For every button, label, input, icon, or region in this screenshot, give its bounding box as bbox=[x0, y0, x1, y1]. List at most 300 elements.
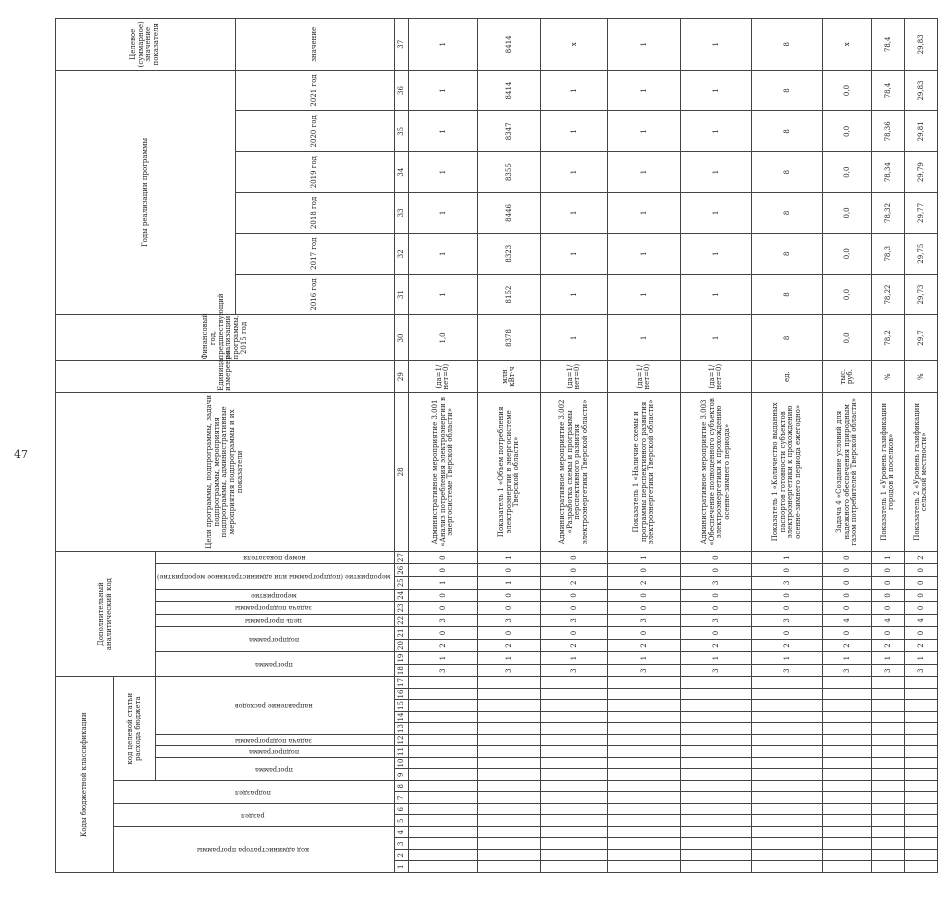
budget-code-cell bbox=[681, 712, 752, 724]
extra-code-cell: 3 bbox=[608, 614, 681, 627]
column-number: 5 bbox=[395, 815, 409, 827]
budget-code-cell bbox=[752, 861, 823, 873]
table-row bbox=[478, 19, 541, 873]
column-number: 1 bbox=[395, 861, 409, 873]
year-value-cell: 8 bbox=[752, 70, 823, 111]
prev-year-cell: 1 bbox=[541, 315, 608, 361]
column-number: 22 bbox=[395, 614, 409, 627]
budget-code-cell bbox=[823, 850, 872, 862]
prev-year-cell: 1 bbox=[681, 315, 752, 361]
budget-code-cell bbox=[905, 781, 938, 793]
budget-code-cell bbox=[823, 712, 872, 724]
extra-code-cell: 1 bbox=[872, 551, 905, 564]
unit-cell: млн кВт·ч bbox=[478, 361, 541, 392]
extra-code-cell: 4 bbox=[872, 614, 905, 627]
table-row bbox=[541, 19, 608, 873]
budget-code-cell bbox=[681, 838, 752, 850]
extra-code-cell: 0 bbox=[681, 551, 752, 564]
budget-code-cell bbox=[905, 769, 938, 781]
year-2018-header: 2018 год bbox=[235, 193, 395, 234]
year-value-cell: 8347 bbox=[478, 111, 541, 152]
column-number: 25 bbox=[395, 577, 409, 590]
budget-code-cell bbox=[681, 746, 752, 758]
budget-code-cell bbox=[872, 838, 905, 850]
budget-code-cell bbox=[872, 723, 905, 735]
budget-code-cell bbox=[872, 850, 905, 862]
budget-code-cell bbox=[478, 677, 541, 689]
budget-code-cell bbox=[478, 792, 541, 804]
budget-code-cell bbox=[752, 792, 823, 804]
rotated-table-container bbox=[55, 18, 929, 873]
goal-text-cell: Показатель 1 «Количество выданных паспортов готовности субъектов электроэнергетики к прохождению осенне-зимнего периода ежегодно» bbox=[752, 392, 823, 551]
budget-code-cell bbox=[752, 758, 823, 770]
extra-code-cell: 1 bbox=[752, 652, 823, 665]
extra-code-cell: 0 bbox=[541, 627, 608, 640]
final-value-cell: x bbox=[541, 19, 608, 71]
column-number: 27 bbox=[395, 551, 409, 564]
extra-code-cell: 0 bbox=[872, 589, 905, 602]
budget-code-cell bbox=[905, 792, 938, 804]
budget-code-cell bbox=[823, 723, 872, 735]
budget-code-cell bbox=[681, 861, 752, 873]
budget-code-cell bbox=[608, 792, 681, 804]
budget-code-cell bbox=[905, 723, 938, 735]
budget-code-cell bbox=[541, 827, 608, 839]
budget-code-cell bbox=[608, 746, 681, 758]
unit-cell: ед. bbox=[752, 361, 823, 392]
extra-code-cell: 0 bbox=[823, 602, 872, 615]
extra-code-cell: 1 bbox=[872, 652, 905, 665]
extra-code-cell: 1 bbox=[608, 551, 681, 564]
ext-task-sub-header: задача подпрограммы bbox=[156, 602, 395, 615]
extra-code-cell: 0 bbox=[409, 627, 478, 640]
budget-code-cell bbox=[608, 758, 681, 770]
extra-code-cell: 0 bbox=[872, 564, 905, 577]
year-value-cell: 1 bbox=[409, 111, 478, 152]
budget-code-cell bbox=[905, 677, 938, 689]
column-number: 35 bbox=[395, 111, 409, 152]
column-number: 2 bbox=[395, 850, 409, 862]
budget-code-cell bbox=[409, 769, 478, 781]
budget-code-cell bbox=[905, 838, 938, 850]
budget-code-cell bbox=[905, 758, 938, 770]
budget-code-cell bbox=[752, 746, 823, 758]
year-value-cell: 1 bbox=[681, 193, 752, 234]
extra-code-cell: 2 bbox=[409, 639, 478, 652]
extra-code-cell: 3 bbox=[541, 664, 608, 677]
unit-cell: (да=1/нет=0) bbox=[681, 361, 752, 392]
budget-code-cell bbox=[608, 850, 681, 862]
year-value-cell: 78,22 bbox=[872, 274, 905, 315]
budget-code-cell bbox=[752, 735, 823, 747]
extra-code-cell: 1 bbox=[541, 652, 608, 665]
budget-code-cell bbox=[681, 677, 752, 689]
prev-year-cell: 29,7 bbox=[905, 315, 938, 361]
extra-code-cell: 0 bbox=[541, 564, 608, 577]
extra-code-cell: 0 bbox=[478, 589, 541, 602]
table-row bbox=[608, 19, 681, 873]
budget-code-cell bbox=[823, 815, 872, 827]
final-value-cell: 1 bbox=[608, 19, 681, 71]
budget-code-cell bbox=[608, 861, 681, 873]
ext-measure-no-header: мероприятие (подпрограммы или административное мероприятие) bbox=[156, 564, 395, 589]
extra-code-cell: 2 bbox=[823, 639, 872, 652]
year-value-cell: 1 bbox=[681, 111, 752, 152]
budget-code-cell bbox=[409, 735, 478, 747]
budget-code-cell bbox=[872, 804, 905, 816]
extra-code-cell: 3 bbox=[608, 664, 681, 677]
budget-code-cell bbox=[608, 781, 681, 793]
budget-code-cell bbox=[541, 746, 608, 758]
budget-code-cell bbox=[872, 700, 905, 712]
budget-code-cell bbox=[823, 746, 872, 758]
year-value-cell: 1 bbox=[608, 274, 681, 315]
extra-code-cell: 0 bbox=[409, 602, 478, 615]
goal-text-cell: Показатель 2 «Уровень газификации сельской местности» bbox=[905, 392, 938, 551]
column-number: 11 bbox=[395, 746, 409, 758]
budget-code-cell bbox=[681, 689, 752, 701]
budget-code-cell bbox=[608, 804, 681, 816]
budget-code-cell bbox=[478, 850, 541, 862]
column-number: 14 bbox=[395, 712, 409, 724]
extra-code-cell: 0 bbox=[608, 602, 681, 615]
extra-code-cell: 0 bbox=[752, 627, 823, 640]
column-number: 6 bbox=[395, 804, 409, 816]
budget-code-cell bbox=[905, 827, 938, 839]
column-number: 17 bbox=[395, 677, 409, 689]
extra-code-cell: 2 bbox=[872, 639, 905, 652]
unit-cell: % bbox=[872, 361, 905, 392]
extra-code-cell: 0 bbox=[681, 627, 752, 640]
goal-text-cell: Показатель 1 «Наличие схемы и программы перспективного развития электроэнергетики Тверской области» bbox=[608, 392, 681, 551]
budget-codes-header: Коды бюджетной классификации bbox=[56, 677, 114, 873]
budget-code-cell bbox=[752, 700, 823, 712]
extra-code-cell: 0 bbox=[823, 577, 872, 590]
budget-code-cell bbox=[872, 769, 905, 781]
budget-code-cell bbox=[872, 861, 905, 873]
ext-podprogramma-header: подпрограмма bbox=[156, 627, 395, 652]
budget-code-cell bbox=[752, 781, 823, 793]
budget-code-cell bbox=[872, 746, 905, 758]
budget-code-cell bbox=[478, 746, 541, 758]
razdel-header: раздел bbox=[114, 804, 395, 827]
year-value-cell: 1 bbox=[608, 111, 681, 152]
extra-code-cell: 0 bbox=[872, 602, 905, 615]
budget-code-cell bbox=[752, 850, 823, 862]
year-value-cell: 29,73 bbox=[905, 274, 938, 315]
budget-code-cell bbox=[681, 758, 752, 770]
goal-text-cell: Показатель 1 «Объем потребления электроэнергии в энергосистеме Тверской области» bbox=[478, 392, 541, 551]
extra-code-cell: 0 bbox=[608, 627, 681, 640]
prev-year-cell: 78,2 bbox=[872, 315, 905, 361]
extra-code-cell: 3 bbox=[541, 614, 608, 627]
extra-code-cell: 0 bbox=[752, 602, 823, 615]
extra-code-cell: 0 bbox=[823, 564, 872, 577]
budget-code-cell bbox=[681, 781, 752, 793]
budget-code-cell bbox=[478, 804, 541, 816]
budget-program-table bbox=[55, 18, 938, 873]
extra-code-cell: 0 bbox=[872, 627, 905, 640]
budget-code-cell bbox=[681, 850, 752, 862]
column-number: 3 bbox=[395, 838, 409, 850]
ext-goal-header: цель программы bbox=[156, 614, 395, 627]
extra-code-cell: 4 bbox=[823, 614, 872, 627]
unit-cell: (да=1/нет=0) bbox=[409, 361, 478, 392]
year-value-cell: 1 bbox=[541, 193, 608, 234]
prev-year-cell: 8378 bbox=[478, 315, 541, 361]
extra-code-cell: 0 bbox=[905, 589, 938, 602]
budget-code-cell bbox=[409, 792, 478, 804]
final-value-cell: 1 bbox=[681, 19, 752, 71]
goal-text-cell: Административное мероприятие 3.001 «Анализ потребления электроэнергии в энергосистеме Тверской области» bbox=[409, 392, 478, 551]
column-number: 10 bbox=[395, 758, 409, 770]
budget-code-cell bbox=[681, 769, 752, 781]
extra-code-cell: 2 bbox=[608, 577, 681, 590]
budget-code-cell bbox=[478, 827, 541, 839]
year-value-cell: 8152 bbox=[478, 274, 541, 315]
budget-code-cell bbox=[478, 735, 541, 747]
budget-code-cell bbox=[409, 838, 478, 850]
budget-code-cell bbox=[823, 804, 872, 816]
extra-code-cell: 1 bbox=[478, 577, 541, 590]
extra-code-cell: 3 bbox=[752, 664, 823, 677]
ext-indicator-header: номер показателя bbox=[156, 551, 395, 564]
column-number: 20 bbox=[395, 639, 409, 652]
year-value-cell: 0,0 bbox=[823, 193, 872, 234]
extra-code-cell: 0 bbox=[608, 589, 681, 602]
year-value-cell: 1 bbox=[608, 70, 681, 111]
unit-cell: % bbox=[905, 361, 938, 392]
year-2016-header: 2016 год bbox=[235, 274, 395, 315]
year-value-cell: 1 bbox=[409, 152, 478, 193]
column-number: 33 bbox=[395, 193, 409, 234]
final-value-cell: x bbox=[823, 19, 872, 71]
budget-code-cell bbox=[905, 712, 938, 724]
budget-code-cell bbox=[541, 758, 608, 770]
extra-code-cell: 0 bbox=[409, 551, 478, 564]
extra-code-cell: 0 bbox=[409, 564, 478, 577]
year-value-cell: 1 bbox=[541, 70, 608, 111]
column-number: 30 bbox=[395, 315, 409, 361]
extra-code-cell: 3 bbox=[752, 577, 823, 590]
budget-code-cell bbox=[872, 758, 905, 770]
year-value-cell: 8 bbox=[752, 233, 823, 274]
extra-code-cell: 3 bbox=[681, 614, 752, 627]
ext-programma-header: программа bbox=[156, 652, 395, 677]
budget-code-cell bbox=[541, 712, 608, 724]
budget-code-cell bbox=[409, 781, 478, 793]
budget-code-cell bbox=[608, 827, 681, 839]
table-row bbox=[409, 19, 478, 873]
extra-code-cell: 2 bbox=[608, 639, 681, 652]
extra-code-cell: 0 bbox=[541, 551, 608, 564]
year-value-cell: 78,4 bbox=[872, 70, 905, 111]
budget-code-cell bbox=[681, 827, 752, 839]
budget-code-cell bbox=[409, 827, 478, 839]
budget-code-cell bbox=[409, 815, 478, 827]
column-number: 29 bbox=[395, 361, 409, 392]
ext-measure-header: мероприятие bbox=[156, 589, 395, 602]
table-row bbox=[752, 19, 823, 873]
year-value-cell: 0,0 bbox=[823, 70, 872, 111]
year-2017-header: 2017 год bbox=[235, 233, 395, 274]
year-value-cell: 29,75 bbox=[905, 233, 938, 274]
extra-code-cell: 0 bbox=[905, 564, 938, 577]
budget-code-cell bbox=[541, 861, 608, 873]
extra-code-cell: 3 bbox=[409, 664, 478, 677]
column-number: 16 bbox=[395, 689, 409, 701]
extra-code-cell: 0 bbox=[681, 602, 752, 615]
year-value-cell: 1 bbox=[541, 111, 608, 152]
column-number: 21 bbox=[395, 627, 409, 640]
extra-code-cell: 0 bbox=[823, 551, 872, 564]
expense-dir-header: направление расходов bbox=[156, 677, 395, 735]
prev-year-cell: 8 bbox=[752, 315, 823, 361]
budget-code-cell bbox=[872, 792, 905, 804]
extra-code-cell: 3 bbox=[905, 664, 938, 677]
extra-code-cell: 2 bbox=[541, 577, 608, 590]
column-number: 4 bbox=[395, 827, 409, 839]
budget-code-cell bbox=[409, 804, 478, 816]
extra-code-cell: 0 bbox=[823, 627, 872, 640]
budget-code-cell bbox=[872, 712, 905, 724]
year-value-cell: 0,0 bbox=[823, 152, 872, 193]
final-value-header: Целевое (суммарное) значение показателя bbox=[56, 19, 236, 71]
budget-code-cell bbox=[823, 781, 872, 793]
budget-code-cell bbox=[478, 700, 541, 712]
final-value-cell: 8 bbox=[752, 19, 823, 71]
table-row bbox=[681, 19, 752, 873]
budget-code-cell bbox=[823, 827, 872, 839]
extra-code-cell: 1 bbox=[478, 652, 541, 665]
budget-code-cell bbox=[872, 827, 905, 839]
unit-cell: тыс. руб. bbox=[823, 361, 872, 392]
year-value-cell: 0,0 bbox=[823, 111, 872, 152]
budget-code-cell bbox=[608, 712, 681, 724]
budget-code-cell bbox=[681, 723, 752, 735]
budget-code-cell bbox=[608, 815, 681, 827]
budget-code-cell bbox=[752, 677, 823, 689]
year-value-cell: 1 bbox=[409, 274, 478, 315]
budget-code-cell bbox=[823, 861, 872, 873]
extra-code-cell: 3 bbox=[823, 664, 872, 677]
final-value-cell: 78,4 bbox=[872, 19, 905, 71]
budget-code-cell bbox=[752, 769, 823, 781]
year-value-cell: 0,0 bbox=[823, 274, 872, 315]
budget-code-cell bbox=[541, 781, 608, 793]
year-value-cell: 1 bbox=[541, 233, 608, 274]
year-value-cell: 1 bbox=[541, 274, 608, 315]
extra-code-cell: 1 bbox=[608, 652, 681, 665]
prev-year-cell: 1,0 bbox=[409, 315, 478, 361]
budget-code-cell bbox=[823, 689, 872, 701]
budget-code-cell bbox=[823, 769, 872, 781]
column-number: 31 bbox=[395, 274, 409, 315]
unit-cell: (да=1/нет=0) bbox=[608, 361, 681, 392]
table-row bbox=[905, 19, 938, 873]
extra-code-cell: 0 bbox=[752, 564, 823, 577]
budget-code-cell bbox=[608, 769, 681, 781]
extra-code-cell: 0 bbox=[409, 589, 478, 602]
final-value-cell: 29,83 bbox=[905, 19, 938, 71]
budget-code-cell bbox=[823, 735, 872, 747]
budget-code-cell bbox=[409, 712, 478, 724]
budget-code-cell bbox=[478, 861, 541, 873]
column-number: 24 bbox=[395, 589, 409, 602]
budget-code-cell bbox=[681, 804, 752, 816]
extra-code-cell: 1 bbox=[752, 551, 823, 564]
budget-code-cell bbox=[608, 700, 681, 712]
extra-code-cell: 2 bbox=[752, 639, 823, 652]
budget-code-cell bbox=[409, 677, 478, 689]
year-value-cell: 29,81 bbox=[905, 111, 938, 152]
year-2021-header: 2021 год bbox=[235, 70, 395, 111]
extra-code-cell: 0 bbox=[478, 627, 541, 640]
column-number: 23 bbox=[395, 602, 409, 615]
year-value-cell: 8 bbox=[752, 274, 823, 315]
extra-code-cell: 1 bbox=[409, 577, 478, 590]
year-value-cell: 1 bbox=[409, 233, 478, 274]
extra-code-cell: 1 bbox=[905, 652, 938, 665]
budget-code-cell bbox=[409, 746, 478, 758]
year-2019-header: 2019 год bbox=[235, 152, 395, 193]
year-value-cell: 8 bbox=[752, 193, 823, 234]
column-number: 13 bbox=[395, 723, 409, 735]
extra-code-cell: 0 bbox=[541, 589, 608, 602]
budget-code-cell bbox=[541, 689, 608, 701]
budget-code-cell bbox=[541, 792, 608, 804]
budget-code-cell bbox=[541, 815, 608, 827]
extra-code-cell: 0 bbox=[608, 564, 681, 577]
budget-code-cell bbox=[681, 700, 752, 712]
year-value-cell: 1 bbox=[541, 152, 608, 193]
year-value-cell: 1 bbox=[608, 152, 681, 193]
extra-code-cell: 4 bbox=[905, 614, 938, 627]
budget-code-cell bbox=[681, 735, 752, 747]
year-value-cell: 78,34 bbox=[872, 152, 905, 193]
budget-code-cell bbox=[608, 838, 681, 850]
extra-code-cell: 2 bbox=[541, 639, 608, 652]
budget-code-cell bbox=[752, 838, 823, 850]
budget-code-cell bbox=[823, 677, 872, 689]
budget-code-cell bbox=[541, 735, 608, 747]
year-value-cell: 1 bbox=[681, 152, 752, 193]
extra-code-cell: 3 bbox=[681, 577, 752, 590]
extra-code-cell: 3 bbox=[681, 664, 752, 677]
target-code-header: код целевой статьи расхода бюджета bbox=[114, 677, 156, 781]
extra-code-cell: 1 bbox=[681, 652, 752, 665]
budget-code-cell bbox=[752, 689, 823, 701]
goals-header: Цели программы, подпрограммы, задачи подпрограммы, мероприятия подпрограммы, административные мероприятия подпрограммы и их показатели bbox=[56, 392, 395, 551]
budget-code-cell bbox=[478, 712, 541, 724]
extra-code-cell: 3 bbox=[872, 664, 905, 677]
budget-code-cell bbox=[905, 815, 938, 827]
budget-code-cell bbox=[872, 677, 905, 689]
budget-code-cell bbox=[872, 781, 905, 793]
budget-code-cell bbox=[541, 850, 608, 862]
column-number: 36 bbox=[395, 70, 409, 111]
task-sub-header: задача подпрограммы bbox=[156, 735, 395, 747]
budget-code-cell bbox=[905, 735, 938, 747]
budget-code-cell bbox=[478, 781, 541, 793]
budget-code-cell bbox=[541, 677, 608, 689]
column-number: 9 bbox=[395, 769, 409, 781]
budget-code-cell bbox=[478, 723, 541, 735]
extra-code-cell: 0 bbox=[681, 564, 752, 577]
extra-code-cell: 0 bbox=[478, 602, 541, 615]
budget-code-cell bbox=[823, 792, 872, 804]
extra-code-cell: 0 bbox=[823, 589, 872, 602]
